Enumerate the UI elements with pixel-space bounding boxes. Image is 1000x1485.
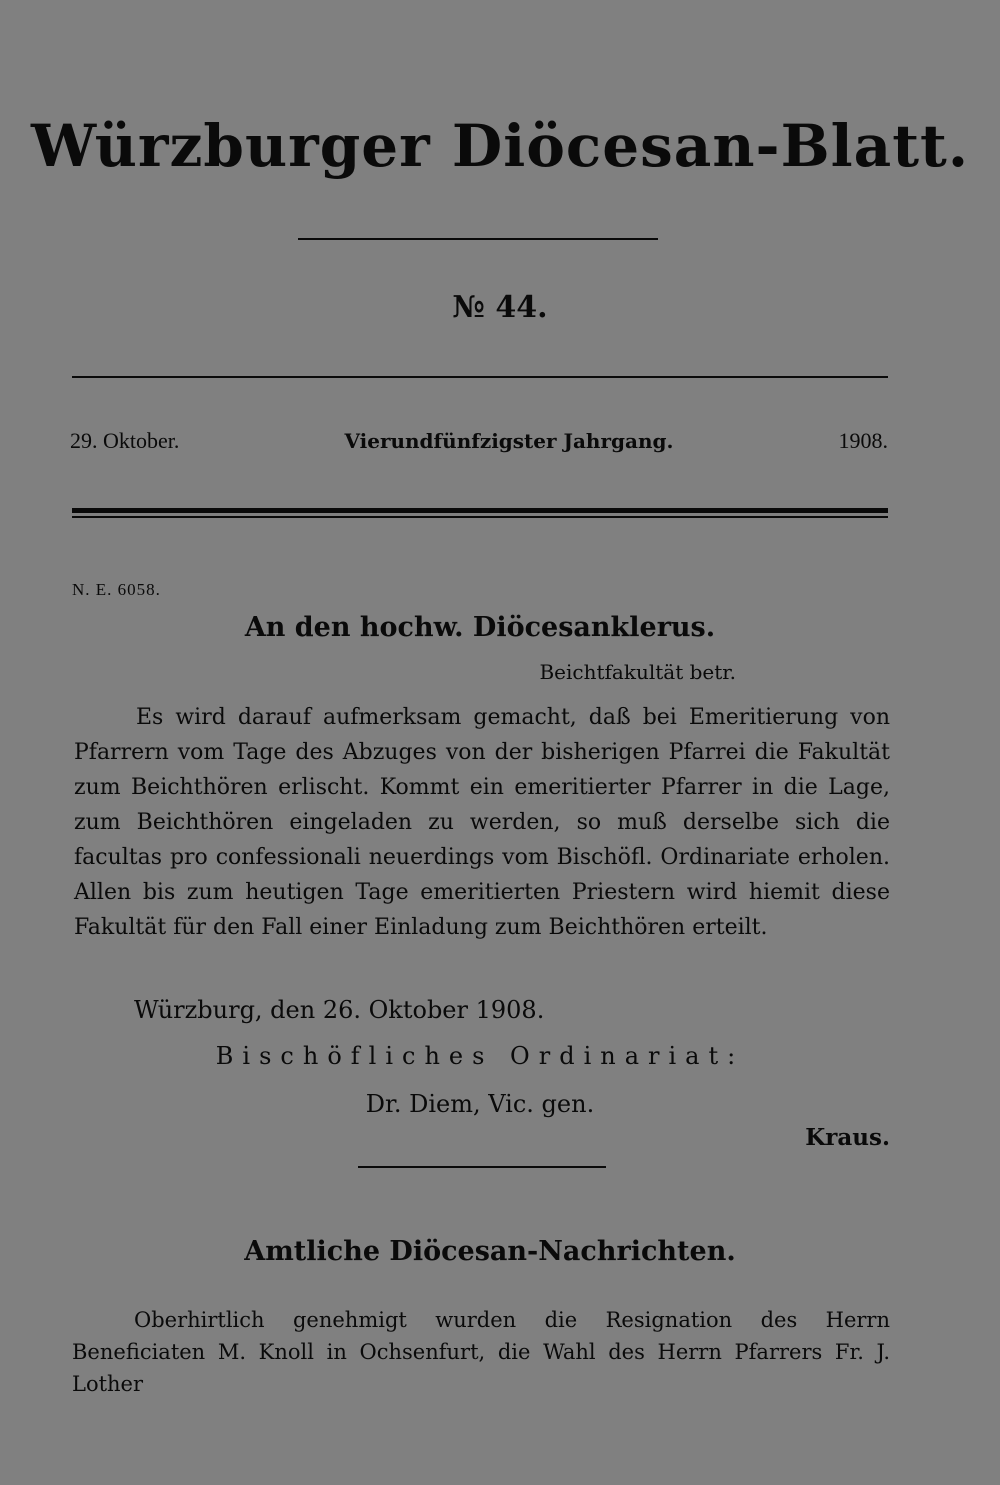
dateline-bottom-rule-thin bbox=[72, 516, 888, 518]
news-heading: Amtliche Diöcesan-Nachrichten. bbox=[244, 1236, 736, 1267]
issue-year: 1908. bbox=[838, 428, 888, 453]
reference-number: N. E. 6058. bbox=[72, 580, 161, 599]
dateline-bottom-rule-thick bbox=[72, 508, 888, 513]
signature-vicar-general: Dr. Diem, Vic. gen. bbox=[365, 1090, 595, 1118]
issuing-office: Bischöfliches Ordinariat: bbox=[215, 1042, 745, 1070]
volume-label: Vierundfünfzigster Jahrgang. bbox=[344, 429, 674, 453]
section-divider bbox=[358, 1166, 606, 1168]
masthead-rule bbox=[298, 238, 658, 240]
notice-body: Es wird darauf aufmerksam gemacht, daß bei Emeritierung von Pfarrern vom Tage des Abzuges von der bisherigen Pfarrei die Fakultät zum Beichthören erlischt. Kommt ein emeritierter Pfarrer in die Lage, zum Beichthören eingeladen zu werden, so muß derselbe sich die facultas pro confessionali neuerdings vom Bischöfl. Ordinariate erholen. Allen bis zum heutigen Tage emeritierten Priestern wird hiemit diese Fakultät für den Fall einer Einladung zum Beichthören erteilt. bbox=[74, 705, 890, 940]
notice-subject: Beichtfakultät betr. bbox=[539, 660, 736, 684]
news-body: Oberhirtlich genehmigt wurden die Resignation des Herrn Beneficiaten M. Knoll in Ochsenfurt, die Wahl des Herrn Pfarrers Fr. J. Lother bbox=[72, 1308, 890, 1396]
signature-kraus: Kraus. bbox=[805, 1124, 890, 1151]
issue-date: 29. Oktober. bbox=[70, 428, 180, 453]
dateline-top-rule bbox=[72, 376, 888, 378]
masthead-title: Würzburger Diöcesan-Blatt. bbox=[30, 112, 970, 180]
dateline bbox=[70, 428, 888, 454]
notice-heading: An den hochw. Diöcesanklerus. bbox=[244, 612, 716, 643]
place-and-date: Würzburg, den 26. Oktober 1908. bbox=[134, 996, 545, 1024]
issue-number: № 44. bbox=[452, 290, 548, 325]
